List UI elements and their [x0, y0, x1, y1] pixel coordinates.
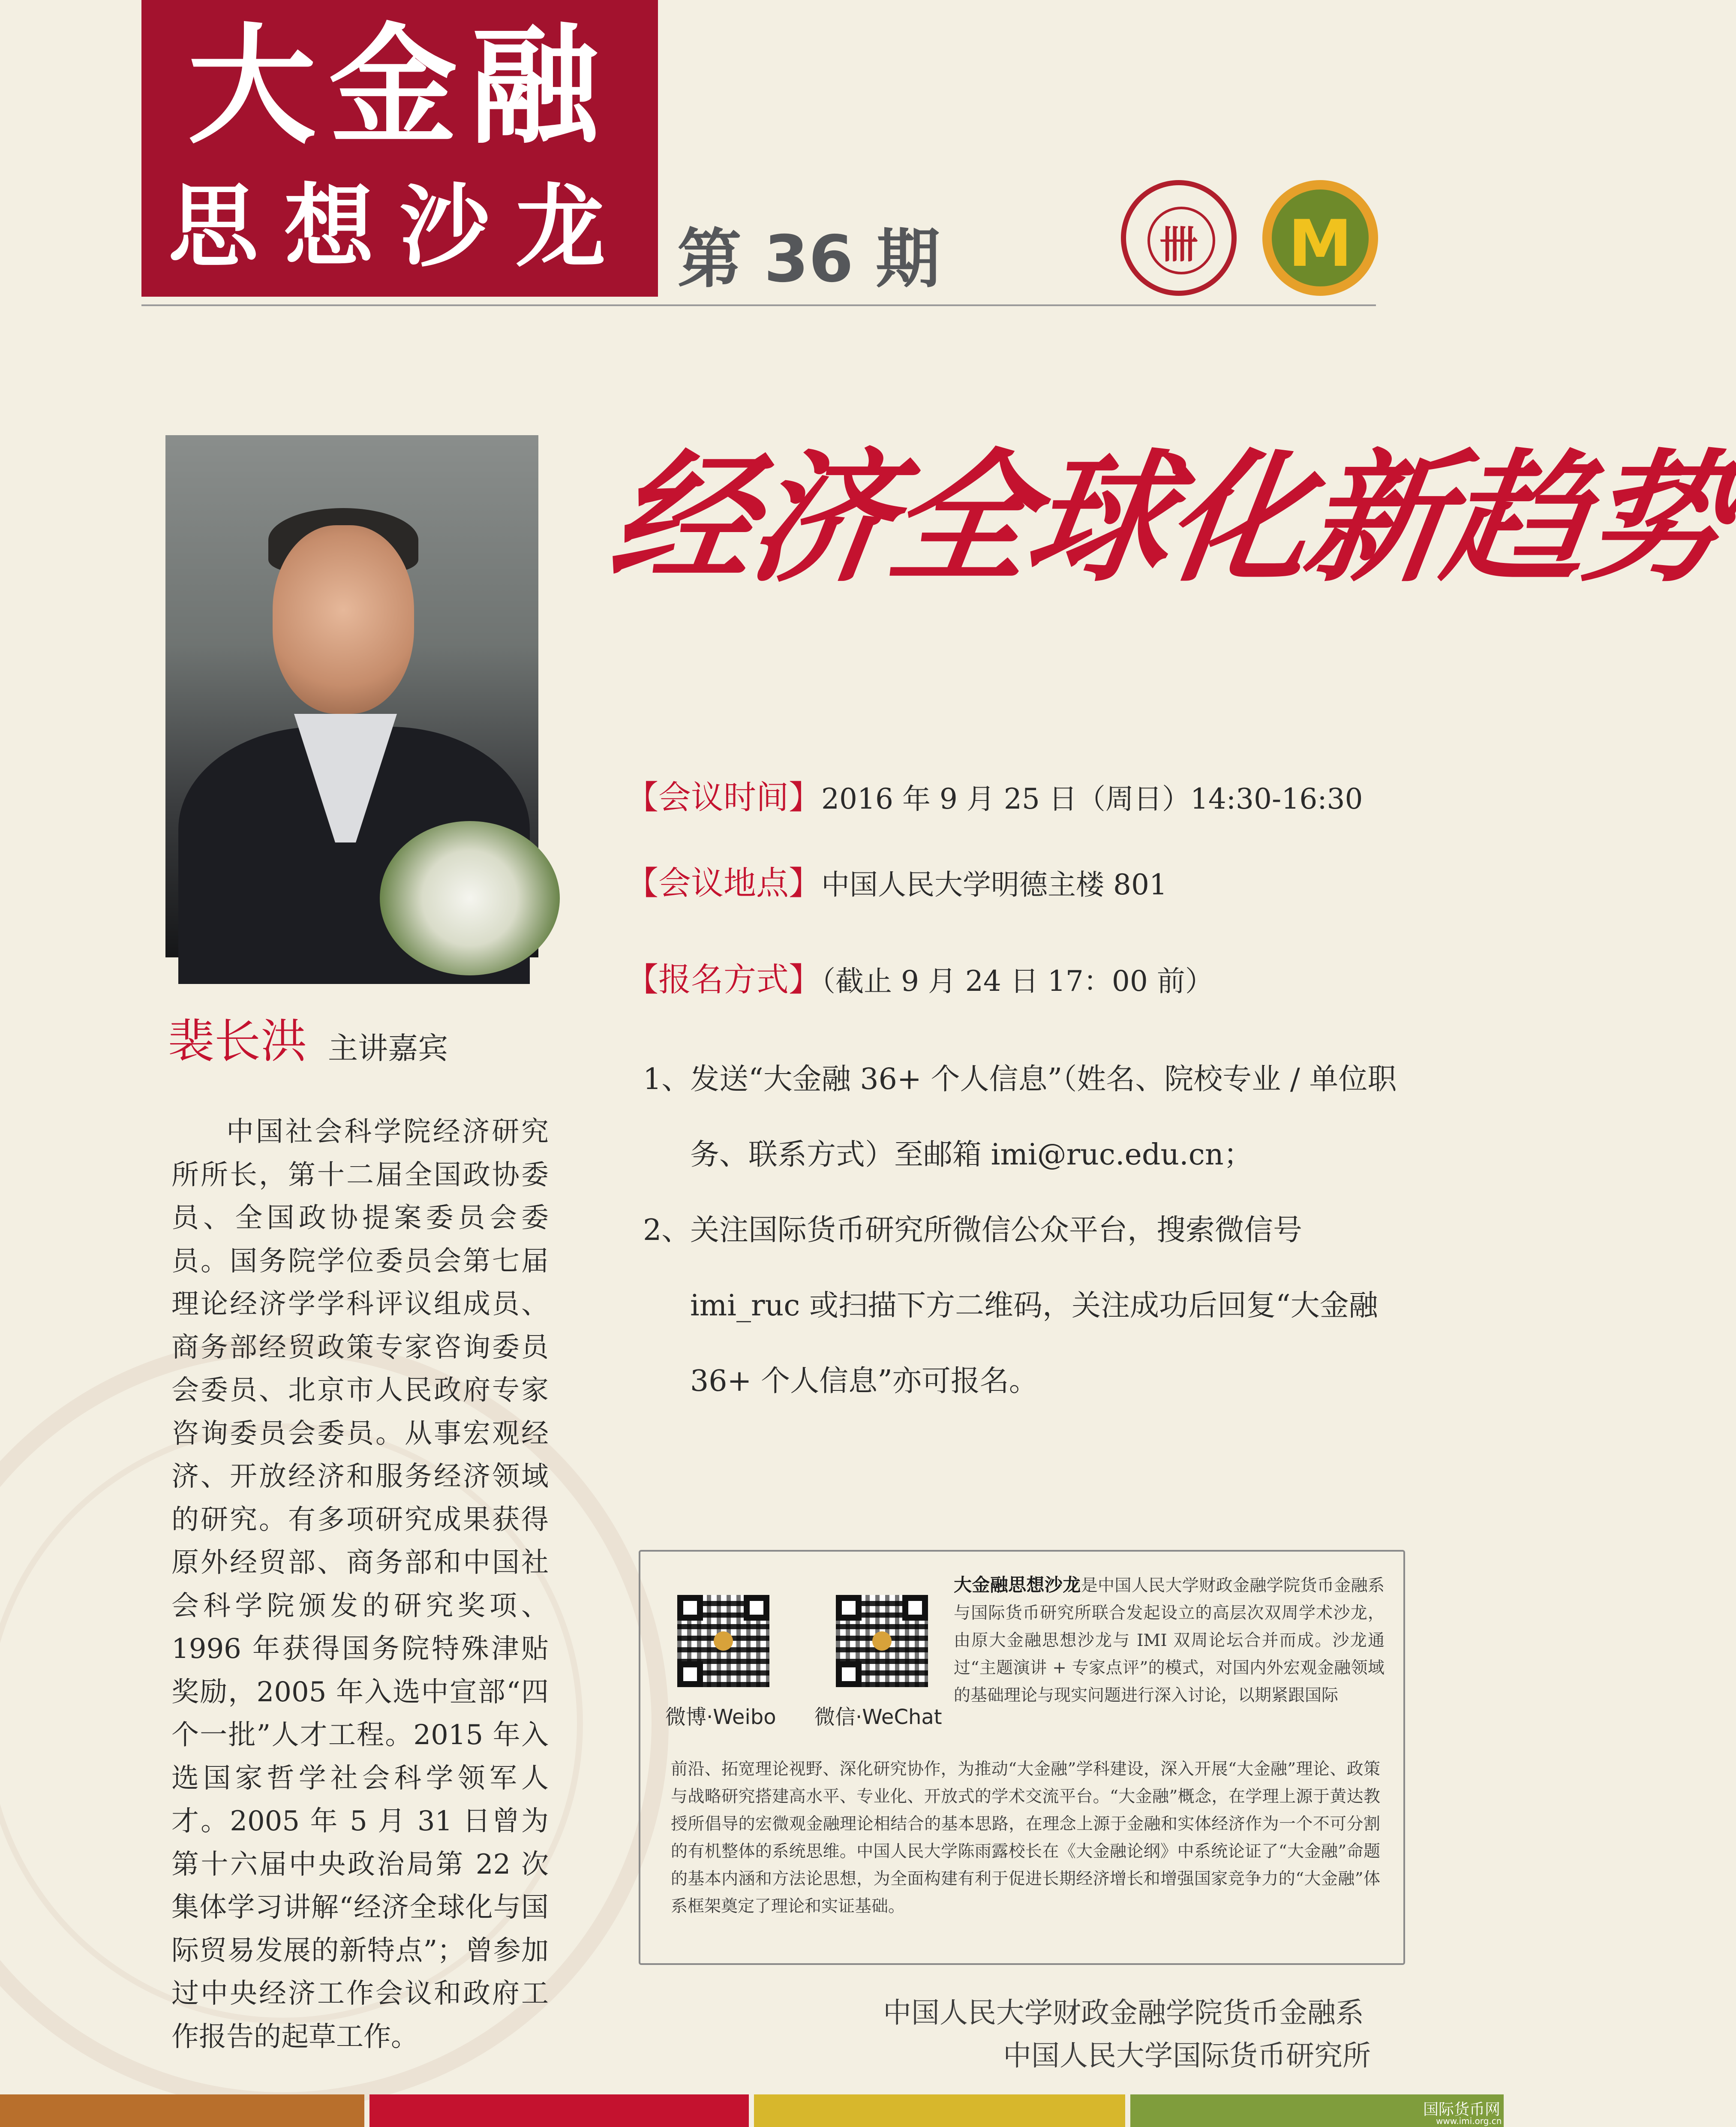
step-text: 发送“大金融 36+ 个人信息”（姓名、院校专业 / 单位职务、联系方式）至邮箱 imi@ruc.edu.cn； — [690, 1062, 1397, 1172]
register-step — [643, 1193, 1397, 1419]
speaker-bio: 中国社会科学院经济研究所所长，第十二届全国政协委员、全国政协提案委员会委员。国务院学位委员会第七届理论经济学学科评议组成员、商务部经贸政策专家咨询委员会委员、北京市人民政府专家咨询委员会委员。从事宏观经济、开放经济和服务经济领域的研究。有多项研究成果获得原外经贸部、商务部和中国社会科学院颁发的研究奖项、1996 年获得国务院特殊津贴奖励，2005 年入选中宣部“四个一批”人才工程。2015 年入选国家哲学社会科学领军人才。2005 年 5 月 31 日曾为第十六届中央政治局第 22 次集体学习讲解“经济全球化与国际贸易发展的新特点”；曾参加过中央经济工作会议和政府工作报告的起草工作。 — [171, 1116, 549, 2053]
footer-bar-orange — [0, 2094, 364, 2127]
step-number: 1、 — [643, 1062, 691, 1096]
step-number: 2、 — [643, 1213, 691, 1247]
speaker-photo — [165, 435, 538, 957]
organizer-institute: 中国人民大学国际货币研究所 — [1003, 2039, 1371, 2072]
wechat-label: 微信·WeChat — [814, 1705, 942, 1729]
meeting-time-label: 【会议时间】 — [626, 778, 821, 816]
salon-intro-part2: 前沿、拓宽理论视野、深化研究协作，为推动“大金融”学科建设，深入开展“大金融”理论、政策与战略研究搭建高水平、专业化、开放式的学术交流平台。“大金融”概念，在学理上源于黄达教授所倡导的宏微观金融理论相结合的基本思路，在理念上源于金融和实体经济作为一个不可分割的有机整体的系统思维。中国人民大学陈雨露校长在《大金融论纲》中系统论证了“大金融”命题的基本内涵和方法论思想，为全面构建有利于促进长期经济增长和增强国家竞争力的“大金融”体系框架奠定了理论和实证基础。 — [671, 1760, 1380, 1916]
footer-bar-yellow — [754, 2094, 1125, 2127]
step-text: 关注国际货币研究所微信公众平台，搜索微信号 imi_ruc 或扫描下方二维码，关注成功后回复“大金融 36+ 个人信息”亦可报名。 — [690, 1213, 1378, 1398]
organizer-department: 中国人民大学财政金融学院货币金融系 — [883, 1996, 1364, 2029]
register-step — [643, 1042, 1397, 1193]
issue-number: 第 36 期 — [677, 222, 940, 297]
salon-intro — [954, 1571, 1385, 1709]
meeting-place-row — [626, 862, 1167, 906]
meeting-place-label: 【会议地点】 — [626, 864, 821, 902]
speaker-role: 主讲嘉宾 — [328, 1031, 448, 1066]
salon-subtitle: 思想沙龙 — [168, 174, 631, 280]
meeting-time-row — [626, 776, 1363, 821]
register-row — [626, 958, 1213, 1003]
meeting-time-value: 2016 年 9 月 25 日（周日）14:30-16:30 — [821, 782, 1363, 815]
footer-bar-red — [369, 2094, 749, 2127]
site-watermark-url: www.imi.org.cn — [1436, 2116, 1502, 2126]
meeting-place-value: 中国人民大学明德主楼 801 — [821, 868, 1167, 901]
speaker-name: 裴长洪 — [168, 1015, 307, 1068]
salon-name: 大金融思想沙龙 — [954, 1574, 1081, 1595]
site-watermark: 国际货币网 — [1423, 2101, 1501, 2118]
ruc-logo-icon: 卌 — [1121, 180, 1237, 296]
event-headline: 经济全球化新趋势 — [601, 436, 1736, 601]
register-label: 【报名方式】 — [626, 960, 821, 999]
register-deadline: （截止 9 月 24 日 17：00 前） — [821, 965, 1213, 998]
register-steps — [643, 1042, 1397, 1419]
salon-title: 大金融 — [187, 10, 612, 161]
weibo-label: 微博·Weibo — [665, 1705, 776, 1729]
imi-logo-icon: M — [1262, 180, 1378, 296]
weibo-qr-code[interactable] — [677, 1595, 769, 1687]
salon-intro-part1: 是中国人民大学财政金融学院货币金融系与国际货币研究所联合发起设立的高层次双周学术沙龙，由原大金融思想沙龙与 IMI 双周论坛合并而成。沙龙通过“主题演讲 + 专家点评”的模式，对国内外宏观金融领域的基础理论与现实问题进行深入讨论，以期紧跟国际 — [954, 1576, 1385, 1705]
wechat-qr-code[interactable] — [836, 1595, 928, 1687]
header-divider — [141, 304, 1376, 306]
